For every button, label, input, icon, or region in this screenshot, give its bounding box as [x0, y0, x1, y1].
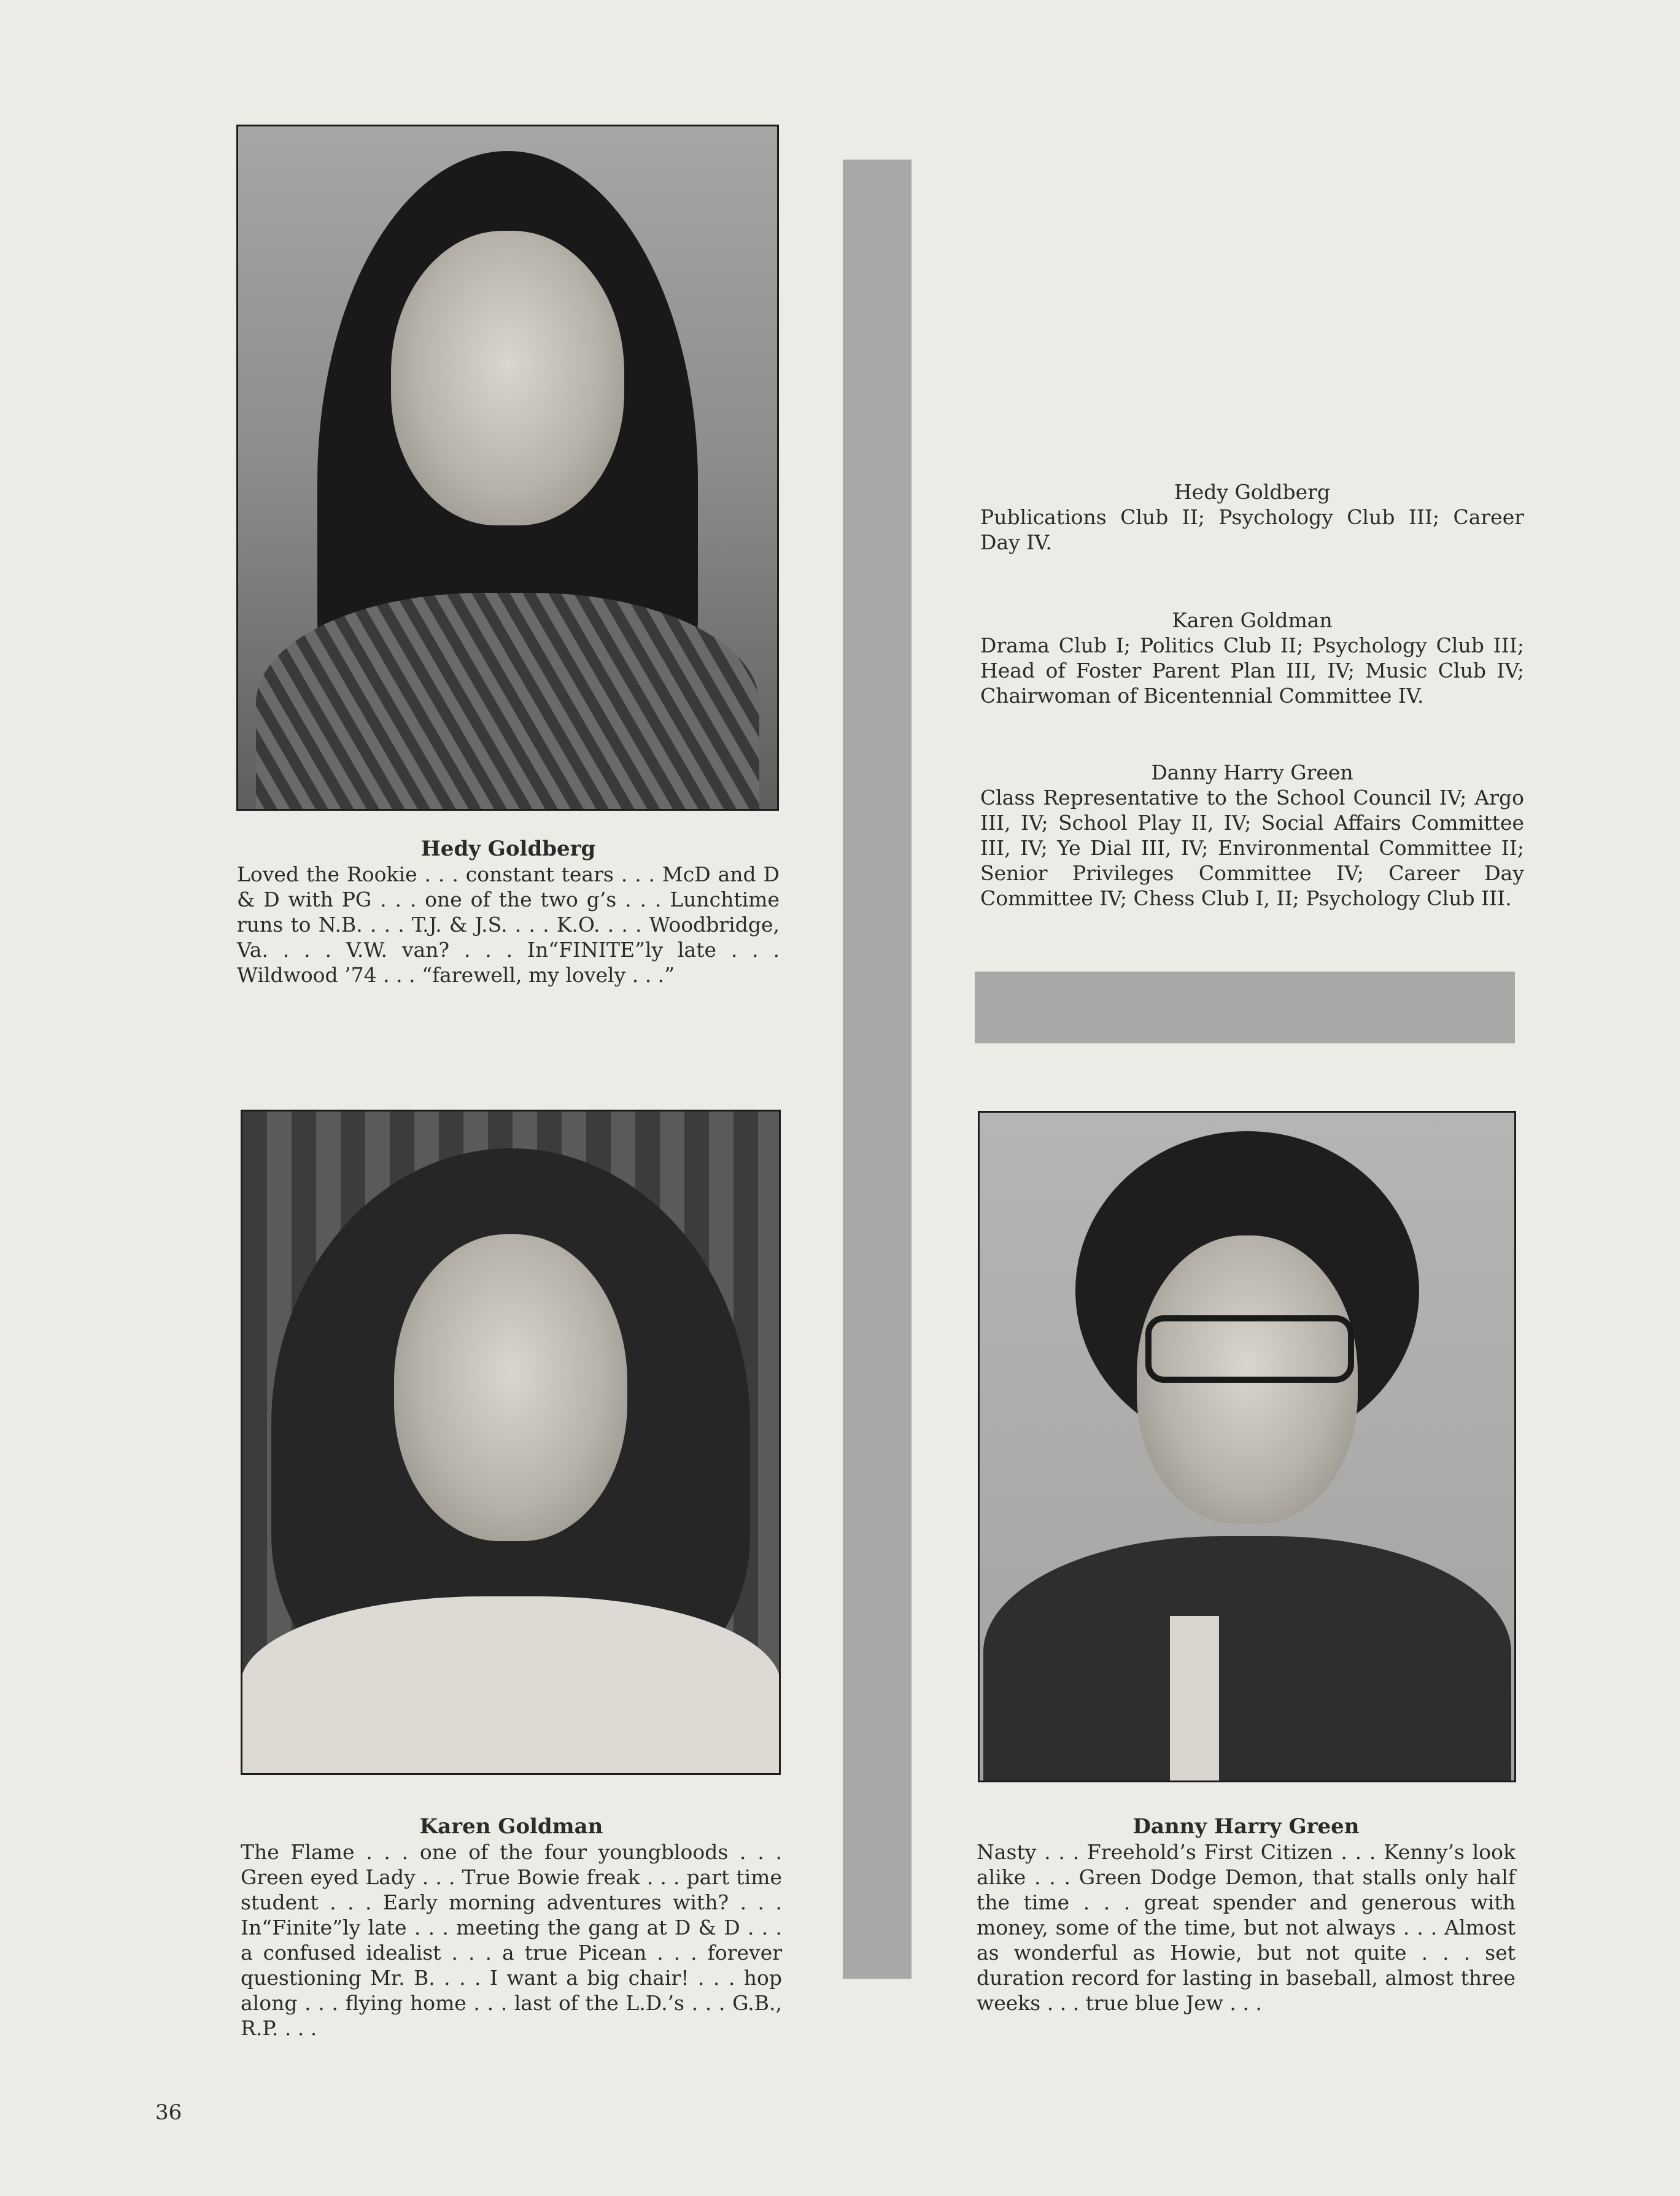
student-quote: Loved the Rookie . . . constant tears . . . McD and D & D with PG . . . one of the two g’s . . . Lunchtime runs to N.B. . . . T.J. & J.S. . . . K.O. . . . Woodbridge, Va. . . . V.W. van? . . . In“FINITE”ly late . . . Wildwood ’74 . . . “farewell, my lovely . . .”: [237, 862, 780, 987]
blouse: [241, 1596, 781, 1775]
activity-list: Class Representative to the School Council IV; Argo III, IV; School Play II, IV; Social Affairs Committee III, IV; Ye Dial III, IV; Environmental Committee II; Senior Privileges Committee IV; Career Day Committee IV; Chess Club I, II; Psychology Club III.: [980, 786, 1524, 910]
student-name: Karen Goldman: [419, 1814, 603, 1839]
portrait-danny-harry-green: [978, 1111, 1516, 1782]
portrait-hedy-goldberg: [236, 125, 779, 811]
activity-list: Publications Club II; Psychology Club III; Career Day IV.: [980, 505, 1524, 554]
face: [394, 1234, 627, 1541]
activities-hedy-goldberg: [980, 479, 1524, 555]
activity-student-name: Karen Goldman: [1172, 608, 1333, 632]
sweater: [256, 593, 759, 811]
caption-danny-harry-green: [977, 1814, 1515, 2016]
activity-student-name: Hedy Goldberg: [1174, 480, 1331, 504]
activities-danny-harry-green: [980, 760, 1524, 911]
activity-student-name: Danny Harry Green: [1151, 760, 1353, 784]
page-number: 36: [155, 2100, 182, 2125]
face: [391, 231, 624, 525]
student-name: Danny Harry Green: [1132, 1814, 1360, 1839]
activities-karen-goldman: [980, 608, 1524, 708]
glasses: [1145, 1315, 1354, 1383]
student-quote: The Flame . . . one of the four youngbloods . . . Green eyed Lady . . . True Bowie freak . . . part time student . . . Early morning adventures with? . . . In“Finite”ly late . . . meeting the gang at D & D . . . a confused idealist . . . a true Picean . . . forever questioning Mr. B. . . . I want a big chair! . . . hop along . . . flying home . . . last of the L.D.’s . . . G.B., R.P. . . .: [241, 1840, 782, 2040]
caption-hedy-goldberg: [237, 836, 780, 988]
vertical-divider-bar: [843, 160, 912, 1979]
student-name: Hedy Goldberg: [420, 837, 596, 861]
jacket: [983, 1536, 1511, 1782]
caption-karen-goldman: [241, 1814, 782, 2041]
horizontal-accent-bar: [975, 972, 1515, 1043]
student-quote: Nasty . . . Freehold’s First Citizen . . . Kenny’s look alike . . . Green Dodge Demon, that stalls only half the time . . . great spender and generous with money, some of the time, but not always . . . Almost as wonderful as Howie, but not quite . . . set duration record for lasting in baseball, almost three weeks . . . true blue Jew . . .: [977, 1840, 1515, 2015]
portrait-karen-goldman: [241, 1110, 781, 1775]
activity-list: Drama Club I; Politics Club II; Psychology Club III; Head of Foster Parent Plan III, IV; Music Club IV; Chairwoman of Bicentennial Committee IV.: [980, 633, 1524, 708]
tie: [1170, 1616, 1219, 1782]
